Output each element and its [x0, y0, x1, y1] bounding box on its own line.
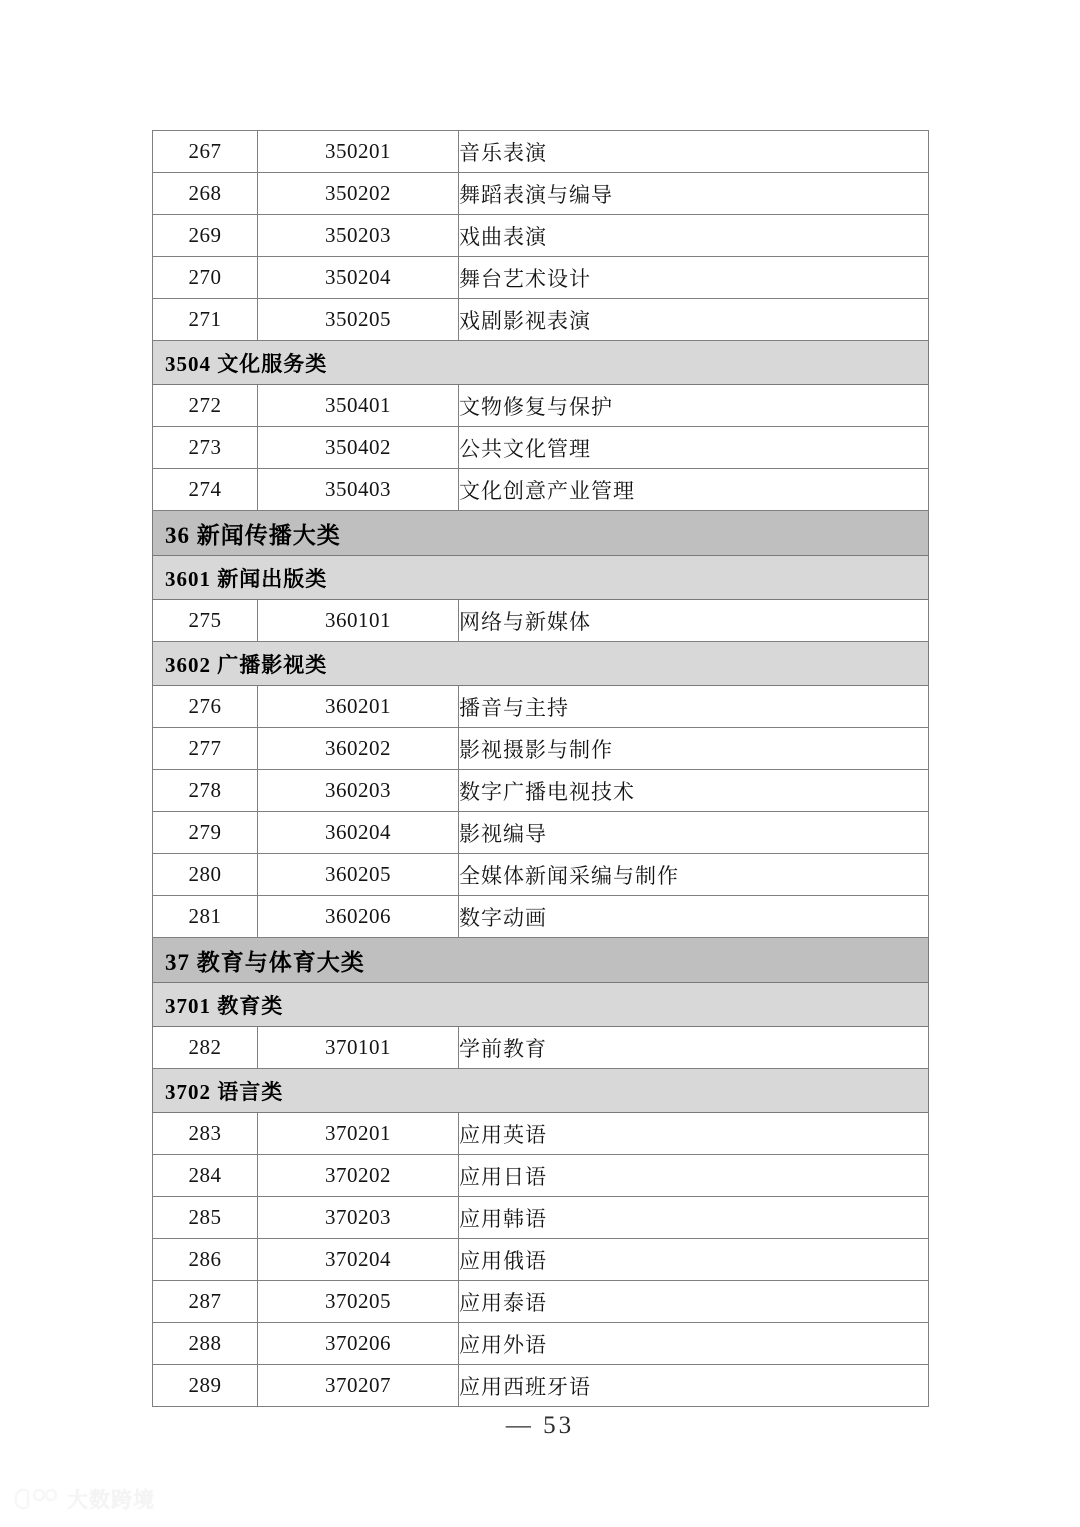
major-code-cell: 360205: [258, 854, 459, 896]
row-index-cell: 271: [153, 299, 258, 341]
row-index-cell: 279: [153, 812, 258, 854]
major-code-cell: 350204: [258, 257, 459, 299]
row-index-cell: 273: [153, 427, 258, 469]
major-code-cell: 370204: [258, 1239, 459, 1281]
table-row: [153, 469, 929, 511]
row-index-cell: 272: [153, 385, 258, 427]
major-code-cell: 370101: [258, 1027, 459, 1069]
page-number: — 53: [505, 1412, 575, 1439]
row-index-cell: 276: [153, 686, 258, 728]
major-code-cell: 370203: [258, 1197, 459, 1239]
major-code-cell: 360101: [258, 600, 459, 642]
major-code-cell: 370207: [258, 1365, 459, 1407]
sub-category-label: 3602 广播影视类: [153, 642, 929, 686]
table-row: [153, 299, 929, 341]
table-row: [153, 1323, 929, 1365]
table-row: [153, 728, 929, 770]
major-name-cell: 音乐表演: [459, 131, 929, 173]
major-code-cell: 350202: [258, 173, 459, 215]
major-code-cell: 370206: [258, 1323, 459, 1365]
table-row: [153, 770, 929, 812]
major-name-cell: 应用俄语: [459, 1239, 929, 1281]
major-category-label: 36 新闻传播大类: [153, 511, 929, 556]
major-category-label: 37 教育与体育大类: [153, 938, 929, 983]
major-code-cell: 360204: [258, 812, 459, 854]
major-code-cell: 370201: [258, 1113, 459, 1155]
table-row: [153, 427, 929, 469]
major-name-cell: 文物修复与保护: [459, 385, 929, 427]
major-name-cell: 应用日语: [459, 1155, 929, 1197]
major-name-cell: 全媒体新闻采编与制作: [459, 854, 929, 896]
major-name-cell: 学前教育: [459, 1027, 929, 1069]
sub-category-row: [153, 341, 929, 385]
table-row: [153, 896, 929, 938]
major-code-cell: 350401: [258, 385, 459, 427]
major-code-cell: 350203: [258, 215, 459, 257]
sub-category-label: 3504 文化服务类: [153, 341, 929, 385]
row-index-cell: 269: [153, 215, 258, 257]
row-index-cell: 281: [153, 896, 258, 938]
table-row: [153, 1027, 929, 1069]
row-index-cell: 288: [153, 1323, 258, 1365]
major-code-cell: 350403: [258, 469, 459, 511]
major-name-cell: 影视摄影与制作: [459, 728, 929, 770]
sub-category-row: [153, 983, 929, 1027]
major-category-row: [153, 938, 929, 983]
major-name-cell: 应用英语: [459, 1113, 929, 1155]
sub-category-label: 3702 语言类: [153, 1069, 929, 1113]
row-index-cell: 283: [153, 1113, 258, 1155]
major-name-cell: 舞台艺术设计: [459, 257, 929, 299]
table-row: [153, 854, 929, 896]
professional-catalog-table-wrap: [152, 130, 928, 1407]
row-index-cell: 268: [153, 173, 258, 215]
major-name-cell: 戏曲表演: [459, 215, 929, 257]
row-index-cell: 275: [153, 600, 258, 642]
logo-mark-icon: [14, 1486, 60, 1512]
major-name-cell: 舞蹈表演与编导: [459, 173, 929, 215]
table-row: [153, 1113, 929, 1155]
table-row: [153, 1281, 929, 1323]
major-name-cell: 应用泰语: [459, 1281, 929, 1323]
row-index-cell: 282: [153, 1027, 258, 1069]
major-name-cell: 公共文化管理: [459, 427, 929, 469]
sub-category-row: [153, 556, 929, 600]
major-code-cell: 360203: [258, 770, 459, 812]
watermark-label: 大数跨境: [67, 1488, 155, 1512]
table-row: [153, 686, 929, 728]
major-code-cell: 360202: [258, 728, 459, 770]
major-name-cell: 网络与新媒体: [459, 600, 929, 642]
sub-category-row: [153, 642, 929, 686]
row-index-cell: 270: [153, 257, 258, 299]
major-code-cell: 350402: [258, 427, 459, 469]
row-index-cell: 286: [153, 1239, 258, 1281]
professional-catalog-table: [152, 130, 929, 1407]
table-row: [153, 385, 929, 427]
table-row: [153, 812, 929, 854]
major-name-cell: 文化创意产业管理: [459, 469, 929, 511]
row-index-cell: 284: [153, 1155, 258, 1197]
table-row: [153, 1239, 929, 1281]
major-code-cell: 360206: [258, 896, 459, 938]
major-category-row: [153, 511, 929, 556]
major-name-cell: 应用韩语: [459, 1197, 929, 1239]
row-index-cell: 287: [153, 1281, 258, 1323]
major-code-cell: 370205: [258, 1281, 459, 1323]
table-row: [153, 1365, 929, 1407]
table-row: [153, 215, 929, 257]
row-index-cell: 277: [153, 728, 258, 770]
major-code-cell: 360201: [258, 686, 459, 728]
major-name-cell: 应用西班牙语: [459, 1365, 929, 1407]
row-index-cell: 267: [153, 131, 258, 173]
major-code-cell: 350201: [258, 131, 459, 173]
major-code-cell: 350205: [258, 299, 459, 341]
sub-category-row: [153, 1069, 929, 1113]
table-row: [153, 257, 929, 299]
sub-category-label: 3701 教育类: [153, 983, 929, 1027]
row-index-cell: 280: [153, 854, 258, 896]
row-index-cell: 289: [153, 1365, 258, 1407]
row-index-cell: 278: [153, 770, 258, 812]
major-name-cell: 数字广播电视技术: [459, 770, 929, 812]
major-name-cell: 戏剧影视表演: [459, 299, 929, 341]
table-row: [153, 173, 929, 215]
major-name-cell: 影视编导: [459, 812, 929, 854]
sub-category-label: 3601 新闻出版类: [153, 556, 929, 600]
row-index-cell: 274: [153, 469, 258, 511]
table-row: [153, 600, 929, 642]
watermark: [14, 1484, 155, 1514]
table-row: [153, 1155, 929, 1197]
major-name-cell: 播音与主持: [459, 686, 929, 728]
major-name-cell: 数字动画: [459, 896, 929, 938]
major-name-cell: 应用外语: [459, 1323, 929, 1365]
table-row: [153, 131, 929, 173]
major-code-cell: 370202: [258, 1155, 459, 1197]
table-row: [153, 1197, 929, 1239]
row-index-cell: 285: [153, 1197, 258, 1239]
